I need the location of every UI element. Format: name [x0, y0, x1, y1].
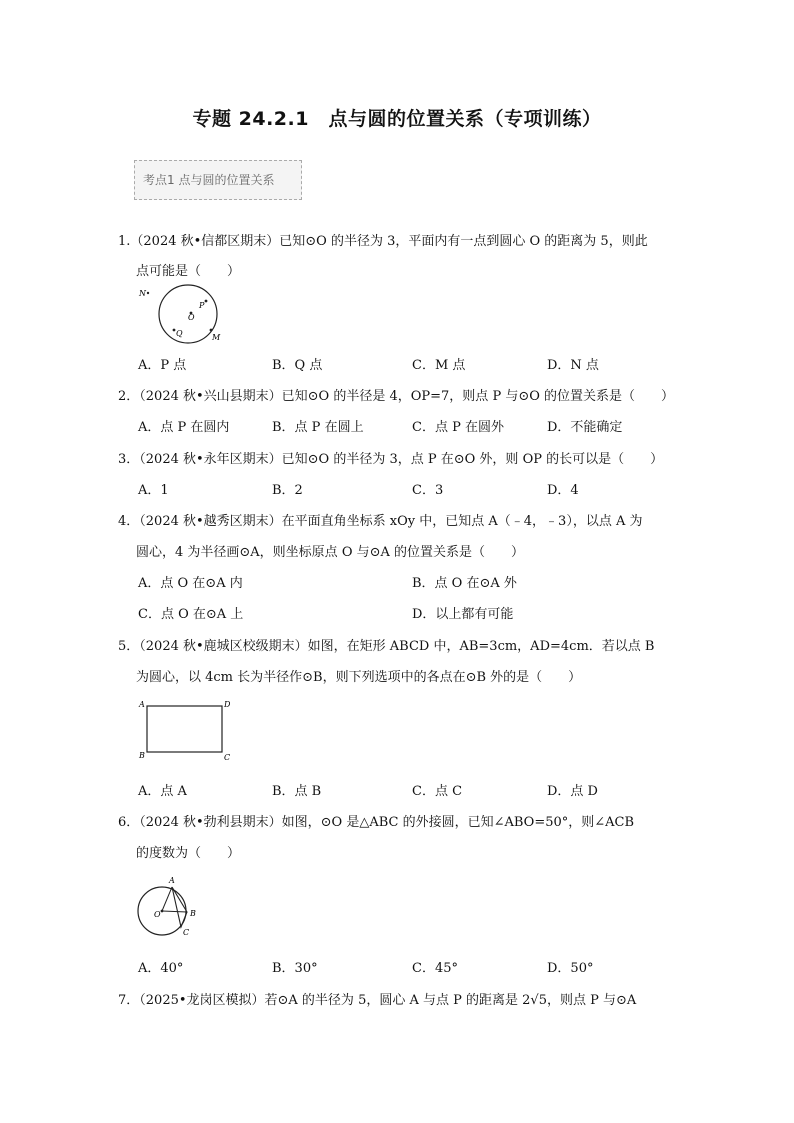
q2-option-d: D．不能确定: [547, 420, 623, 435]
question-3-line-1: 3．（2024 秋•永年区期末）已知⊙O 的半径为 3，点 P 在⊙O 外，则 OP 的长可以是（ ）: [118, 452, 664, 467]
q1-option-a: A．P 点: [138, 358, 187, 373]
q5-option-d: D．点 D: [547, 784, 598, 799]
question-6-line-1: 6．（2024 秋•勃利县期末）如图，⊙O 是△ABC 的外接圆，已知∠ABO=50°，则∠ACB: [118, 815, 635, 830]
question-6-figure: [134, 872, 214, 944]
question-4-line-1: 4．（2024 秋•越秀区期末）在平面直角坐标系 xOy 中，已知点 A（﹣4，﹣3），以点 A 为: [118, 514, 643, 529]
q4-option-a: A．点 O 在⊙A 内: [138, 576, 243, 591]
q3-option-a: A．1: [138, 483, 169, 498]
question-2-line-1: 2．（2024 秋•兴山县期末）已知⊙O 的半径是 4，OP=7，则点 P 与⊙O 的位置关系是（ ）: [118, 389, 675, 404]
question-5-line-2: 为圆心，以 4cm 长为半径作⊙B，则下列选项中的各点在⊙B 外的是（ ）: [136, 670, 582, 685]
section-label: 考点1 点与圆的位置关系: [134, 160, 302, 200]
page-title: 专题 24.2.1 点与圆的位置关系（专项训练）: [192, 108, 602, 130]
q4-option-d: D．以上都有可能: [412, 607, 514, 622]
fig1-label-n: N: [139, 289, 146, 298]
fig1-label-q: Q: [176, 329, 183, 338]
q5-option-c: C．点 C: [412, 784, 463, 799]
question-1-figure: [134, 282, 234, 348]
q2-option-c: C．点 P 在圆外: [412, 420, 504, 435]
question-7-line-1: 7．（2025•龙岗区模拟）若⊙A 的半径为 5，圆心 A 与点 P 的距离是 2√5，则点 P 与⊙A: [118, 993, 637, 1008]
fig1-label-m: M: [212, 333, 221, 342]
q2-option-a: A．点 P 在圆内: [138, 420, 230, 435]
q3-option-d: D．4: [547, 483, 579, 498]
fig1-label-o: O: [188, 313, 195, 322]
q4-option-c: C．点 O 在⊙A 上: [138, 607, 244, 622]
question-5-line-1: 5．（2024 秋•鹿城区校级期末）如图，在矩形 ABCD 中，AB=3cm，AD=4cm．若以点 B: [118, 639, 655, 654]
q1-option-d: D．N 点: [547, 358, 599, 373]
q3-option-c: C．3: [412, 483, 444, 498]
q1-option-b: B．Q 点: [272, 358, 323, 373]
fig5-label-a: A: [139, 700, 145, 709]
q6-option-d: D．50°: [547, 961, 594, 976]
question-4-line-2: 圆心，4 为半径画⊙A，则坐标原点 O 与⊙A 的位置关系是（ ）: [136, 545, 525, 560]
fig5-label-c: C: [224, 753, 231, 762]
q5-option-a: A．点 A: [138, 784, 187, 799]
fig6-label-a: A: [169, 876, 175, 885]
fig5-label-b: B: [139, 751, 145, 760]
fig6-label-c: C: [183, 928, 190, 937]
q5-option-b: B．点 B: [272, 784, 322, 799]
question-1-line-2: 点可能是（ ）: [136, 264, 241, 279]
fig1-label-p: P: [199, 301, 205, 310]
question-6-line-2: 的度数为（ ）: [136, 846, 241, 861]
fig5-label-d: D: [224, 700, 231, 709]
question-1-line-1: 1.（2024 秋•信都区期末）已知⊙O 的半径为 3，平面内有一点到圆心 O 的距离为 5，则此: [118, 234, 648, 249]
q1-option-c: C．M 点: [412, 358, 466, 373]
q3-option-b: B．2: [272, 483, 303, 498]
question-5-figure: [134, 696, 244, 766]
fig6-label-o: O: [154, 910, 161, 919]
fig6-label-b: B: [190, 909, 196, 918]
q6-option-b: B．30°: [272, 961, 318, 976]
q6-option-c: C．45°: [412, 961, 458, 976]
q4-option-b: B．点 O 在⊙A 外: [412, 576, 517, 591]
q6-option-a: A．40°: [138, 961, 184, 976]
q2-option-b: B．点 P 在圆上: [272, 420, 364, 435]
